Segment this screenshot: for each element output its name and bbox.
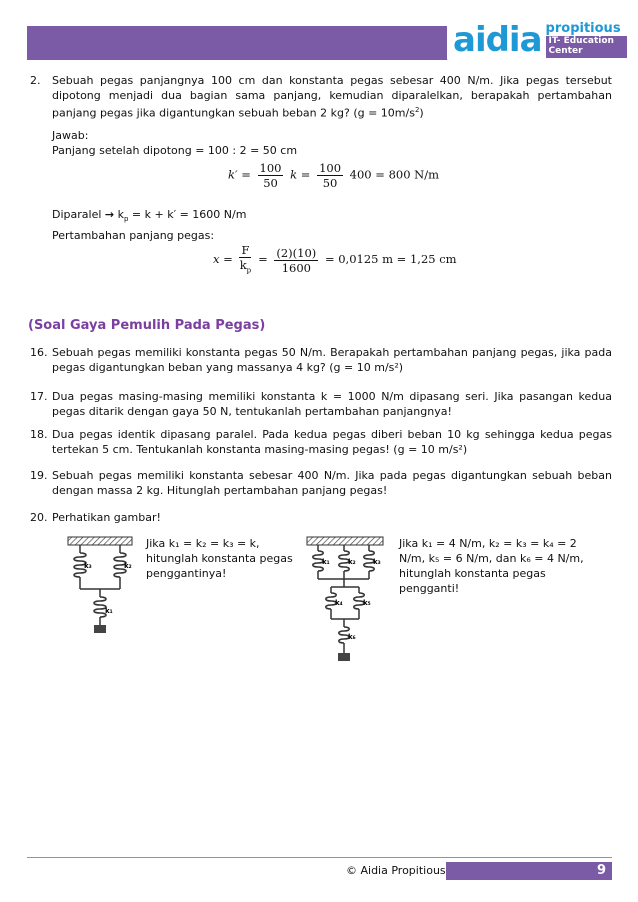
spring-label: k₃ <box>84 562 92 570</box>
equation-spring-constant: k′ = $\frac{100}{50}$ k = $\frac{100}{50}$ 400 = 800 N/m <box>228 161 440 190</box>
answer-label: Jawab: <box>52 129 89 142</box>
question-number: 19. <box>30 469 48 482</box>
question-number: 20. <box>30 511 48 524</box>
answer-line-extension: Pertambahan panjang pegas: <box>52 229 215 242</box>
question-text: Sebuah pegas memiliki konstanta pegas 50 N/m. Berapakah pertambahan panjang pegas, jika pada pegas digantungkan beban yang massanya 4 kg? (g = 10 m/s²) <box>52 346 612 374</box>
figure-1-caption: Jika k₁ = k₂ = k₃ = k, hitunglah konstanta pegas penggantinya! <box>146 537 293 580</box>
question-text: Sebuah pegas memiliki konstanta sebesar 400 N/m. Jika pada pegas digantungkan sebuah beban dengan massa 2 kg. Hitunglah pertambahan panjang pegas! <box>52 469 612 497</box>
footer-copyright: © Aidia Propitious <box>346 864 446 877</box>
spring-label: k₁ <box>322 558 330 566</box>
problem-number: 2. <box>30 74 41 87</box>
section-title: (Soal Gaya Pemulih Pada Pegas) <box>28 318 266 333</box>
answer-line-parallel: Diparalel → $k_p = k + k' = 1600$ N/m <box>52 208 247 224</box>
brand-logo <box>447 16 627 64</box>
question-number: 17. <box>30 390 48 403</box>
equation-extension: x = $\frac{F}{k_p}$ = $\frac{(2)(10)}{1600}$ = 0,0125 m = 1,25 cm <box>213 243 457 275</box>
spring-system-figure-1 <box>62 535 144 637</box>
spring-label: k₄ <box>335 599 343 607</box>
spring-system-figure-2 <box>303 535 387 669</box>
spring-label: k₂ <box>348 558 356 566</box>
page-number: 9 <box>446 862 612 880</box>
question-number: 18. <box>30 428 48 441</box>
figure-2-caption: Jika k₁ = 4 N/m, k₂ = k₃ = k₄ = 2 N/m, k₅ = 6 N/m, dan k₆ = 4 N/m, hitunglah konstanta pegas pengganti! <box>399 537 584 595</box>
question-number: 16. <box>30 346 48 359</box>
logo-wordmark: aidia <box>453 20 542 60</box>
question-text: Dua pegas identik dipasang paralel. Pada kedua pegas diberi beban 10 kg sehingga kedua pegas tertekan 5 cm. Tentukanlah konstanta masing-masing pegas! (g = 10 m/s²) <box>52 428 612 456</box>
spring-label: k₃ <box>373 558 381 566</box>
spring-label: k₆ <box>348 633 356 641</box>
question-text: Perhatikan gambar! <box>52 511 161 524</box>
spring-label: k₂ <box>124 562 132 570</box>
logo-tagline: IT- Education Center <box>546 36 627 58</box>
spring-label: k₁ <box>105 607 113 615</box>
answer-line-length: Panjang setelah dipotong = 100 : 2 = 50 cm <box>52 144 298 157</box>
spring-label: k₅ <box>363 599 371 607</box>
question-text: Dua pegas masing-masing memiliki konstanta k = 1000 N/m dipasang seri. Jika pasangan kedua pegas ditarik dengan gaya 50 N, tentukanlah pertambahan panjangnya! <box>52 390 612 418</box>
logo-subtitle: propitious <box>545 20 621 36</box>
problem-question: Sebuah pegas panjangnya 100 cm dan konstanta pegas sebesar 400 N/m. Jika pegas tersebut dipotong menjadi dua bagian sama panjang, kemudian diparalelkan, berapakah pertambahan panjang pegas jika digantungkan sebuah beban 2 kg? $(g = 10m/s^2)$ <box>52 74 612 120</box>
footer-divider <box>27 857 612 858</box>
